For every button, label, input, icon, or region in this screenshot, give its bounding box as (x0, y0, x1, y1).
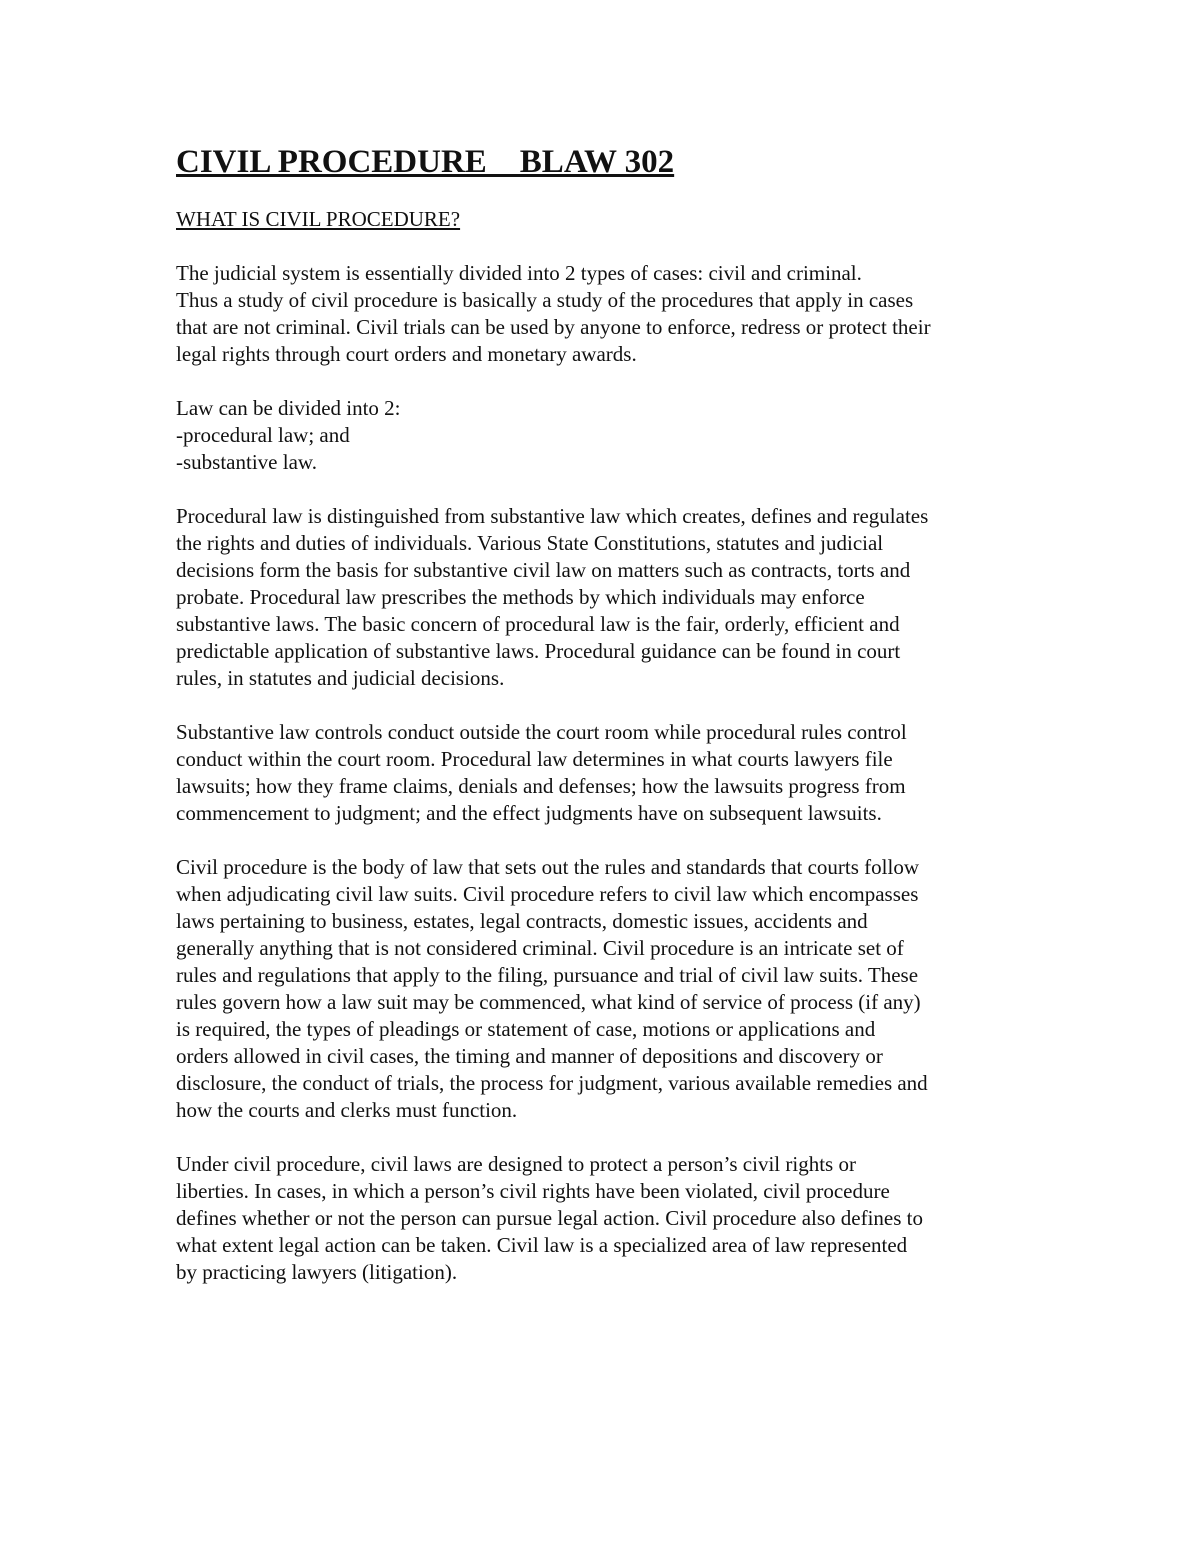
paragraph-civil-procedure (176, 854, 1056, 1124)
text-line: orders allowed in civil cases, the timing and manner of depositions and discovery or (176, 1044, 883, 1068)
text-line: decisions form the basis for substantive civil law on matters such as contracts, torts and (176, 558, 911, 582)
text-line: defines whether or not the person can pursue legal action. Civil procedure also defines to (176, 1206, 924, 1230)
list-item: -procedural law; and (176, 423, 350, 447)
text-line: what extent legal action can be taken. Civil law is a specialized area of law represented (176, 1233, 908, 1257)
text-line: rules and regulations that apply to the filing, pursuance and trial of civil law suits. These (176, 963, 919, 987)
text-line: commencement to judgment; and the effect judgments have on subsequent lawsuits. (176, 801, 882, 825)
paragraph-intro (176, 260, 1056, 368)
text-line: lawsuits; how they frame claims, denials and defenses; how the lawsuits progress from (176, 774, 906, 798)
text-line: laws pertaining to business, estates, legal contracts, domestic issues, accidents and (176, 909, 868, 933)
text-line: Substantive law controls conduct outside the court room while procedural rules control (176, 720, 907, 744)
text-line: that are not criminal. Civil trials can be used by anyone to enforce, redress or protect their (176, 315, 931, 339)
text-line: Civil procedure is the body of law that sets out the rules and standards that courts follow (176, 855, 920, 879)
text-line: the rights and duties of individuals. Various State Constitutions, statutes and judicial (176, 531, 884, 555)
paragraph-law-division (176, 395, 1056, 476)
text-line: rules govern how a law suit may be commenced, what kind of service of process (if any) (176, 990, 921, 1014)
text-line: liberties. In cases, in which a person’s civil rights have been violated, civil procedure (176, 1179, 890, 1203)
text-line: The judicial system is essentially divided into 2 types of cases: civil and criminal. (176, 261, 862, 285)
text-line: conduct within the court room. Procedural law determines in what courts lawyers file (176, 747, 893, 771)
text-line: substantive laws. The basic concern of procedural law is the fair, orderly, efficient and (176, 612, 900, 636)
text-line: is required, the types of pleadings or statement of case, motions or applications and (176, 1017, 876, 1041)
text-line: how the courts and clerks must function. (176, 1098, 518, 1122)
document-body (176, 142, 1056, 1286)
text-line: Under civil procedure, civil laws are designed to protect a person’s civil rights or (176, 1152, 856, 1176)
text-line: Procedural law is distinguished from substantive law which creates, defines and regulates (176, 504, 929, 528)
text-line: disclosure, the conduct of trials, the process for judgment, various available remedies and (176, 1071, 928, 1095)
paragraph-procedural-law (176, 503, 1056, 692)
list-item: -substantive law. (176, 450, 317, 474)
text-line: rules, in statutes and judicial decisions. (176, 666, 505, 690)
document-title: CIVIL PROCEDURE BLAW 302 (176, 144, 675, 180)
text-line: legal rights through court orders and monetary awards. (176, 342, 637, 366)
paragraph-civil-rights (176, 1151, 1056, 1286)
paragraph-substantive-law (176, 719, 1056, 827)
text-line: by practicing lawyers (litigation). (176, 1260, 458, 1284)
text-line: when adjudicating civil law suits. Civil procedure refers to civil law which encompasses (176, 882, 919, 906)
text-line: Law can be divided into 2: (176, 396, 401, 420)
text-line: Thus a study of civil procedure is basically a study of the procedures that apply in cases (176, 288, 914, 312)
text-line: generally anything that is not considered criminal. Civil procedure is an intricate set of (176, 936, 904, 960)
section-heading: WHAT IS CIVIL PROCEDURE? (176, 207, 461, 231)
text-line: predictable application of substantive laws. Procedural guidance can be found in court (176, 639, 901, 663)
text-line: probate. Procedural law prescribes the methods by which individuals may enforce (176, 585, 865, 609)
